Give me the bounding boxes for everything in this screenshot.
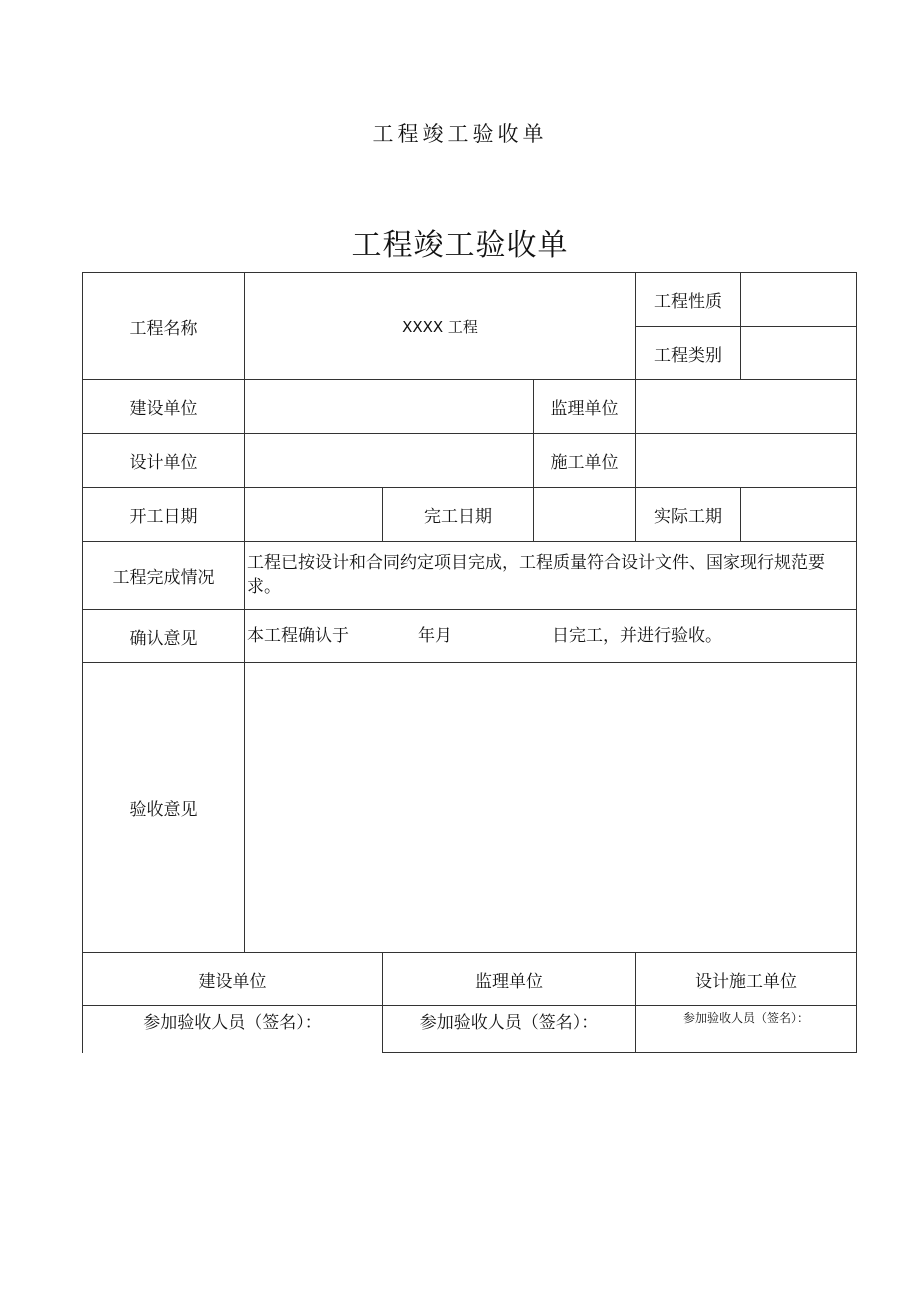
- start-date-label: 开工日期: [129, 507, 198, 527]
- page-title: 工程竣工验收单: [372, 122, 548, 146]
- signature-col2-title: 监理单位: [475, 971, 543, 992]
- construction-unit-field[interactable]: [245, 380, 533, 433]
- form-title: 工程竣工验收单: [351, 228, 569, 263]
- completion-status-text: 工程已按设计和合同约定项目完成，工程质量符合设计文件、国家现行规范要求。: [247, 553, 825, 597]
- actual-duration-field[interactable]: [741, 488, 856, 541]
- confirm-label: 确认意见: [129, 628, 198, 649]
- confirm-text-a: 本工程确认于: [247, 626, 349, 646]
- signature-col1-sign[interactable]: 参加验收人员（签名）：: [143, 1012, 322, 1033]
- start-date-field[interactable]: [245, 488, 382, 541]
- confirm-text-c: 日完工，并进行验收。: [552, 626, 722, 646]
- acceptance-label: 验收意见: [129, 800, 198, 820]
- supervision-unit-label: 监理单位: [550, 399, 619, 419]
- contractor-unit-field[interactable]: [636, 434, 856, 487]
- project-category-label: 工程类别: [654, 345, 722, 366]
- signature-col3-sign[interactable]: 参加验收人员（签名）：: [682, 1010, 809, 1025]
- contractor-unit-label: 施工单位: [550, 453, 619, 473]
- finish-date-label: 完工日期: [424, 507, 492, 527]
- completion-status-label: 工程完成情况: [112, 568, 215, 588]
- signature-col1-title: 建设单位: [198, 971, 267, 992]
- construction-unit-label: 建设单位: [129, 399, 198, 419]
- project-nature-label: 工程性质: [654, 292, 722, 312]
- confirm-text-b: 年月: [418, 626, 452, 646]
- project-name-value: XXXX 工程: [402, 317, 478, 336]
- design-unit-field[interactable]: [245, 434, 533, 487]
- signature-col3-title: 设计施工单位: [695, 971, 797, 992]
- project-category-field[interactable]: [741, 327, 856, 379]
- table-border-bottom: [382, 1052, 857, 1053]
- actual-duration-label: 实际工期: [654, 507, 722, 527]
- acceptance-opinion-field[interactable]: [245, 663, 856, 952]
- project-name-label: 工程名称: [129, 318, 198, 339]
- table-border-right: [856, 272, 857, 1053]
- signature-col2-sign[interactable]: 参加验收人员（签名）：: [419, 1012, 599, 1033]
- supervision-unit-field[interactable]: [636, 380, 856, 433]
- finish-date-field[interactable]: [534, 488, 635, 541]
- design-unit-label: 设计单位: [129, 453, 198, 473]
- project-nature-field[interactable]: [741, 273, 856, 326]
